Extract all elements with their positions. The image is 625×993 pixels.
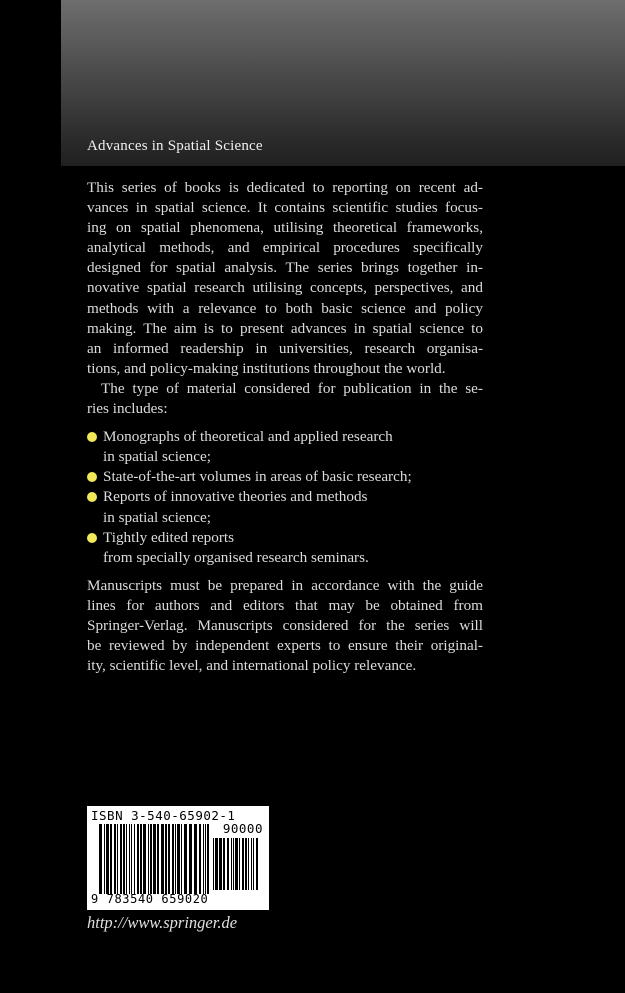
text-line: analytical methods, and empirical procedures specifically [87,239,483,257]
publisher-url: http://www.springer.de [87,913,238,932]
bullet-dot-icon [87,472,97,482]
barcode-bar [106,824,109,894]
barcode-bar [110,824,112,894]
barcode-bar [165,824,167,894]
text-line: lines for authors and editors that may be obtained from [87,596,483,614]
barcode-bar [194,824,197,894]
text-line: ing on spatial phenomena, utilising theoretical frameworks, [87,219,483,237]
barcode-bar [245,838,247,890]
barcode-bar [140,824,142,894]
barcode-bar [131,824,132,894]
text-line: methods with a relevance to both basic science and policy [87,299,483,317]
barcode-bar [219,838,222,890]
list-item-line: Monographs of theoretical and applied research [103,428,393,446]
barcode-bar [157,824,159,894]
list-item-line: Reports of innovative theories and methods [103,488,368,506]
barcode-bar [189,824,192,894]
barcode-bar [161,824,164,894]
bullet-dot-icon [87,432,97,442]
price-addon-number: 90000 [222,821,263,836]
barcode-bar [239,838,240,890]
list-item [87,427,483,467]
barcode-bar [253,838,254,890]
barcode-bar [129,824,130,894]
text-line: Manuscripts must be prepared in accordance with the guide [87,576,483,594]
barcode-bar [233,838,234,890]
barcode-bar [215,838,218,890]
manuscript-paragraph [87,576,483,676]
series-title: Advances in Spatial Science [87,138,263,154]
barcode-bar [134,824,135,894]
barcode-bar [114,824,116,894]
list-item [87,467,483,487]
text-line: ries includes: [87,400,168,418]
barcode-bar [153,824,156,894]
barcode-bar [177,824,180,894]
text-line: ity, scientific level, and international policy relevance. [87,657,417,675]
cover-header-band [61,0,625,166]
barcode-bar [143,824,146,894]
intro-paragraph [87,178,483,379]
list-item [87,487,483,527]
barcode-bar [199,824,201,894]
material-paragraph [87,379,483,419]
text-line: vances in spatial science. It contains scientific studies focus- [87,199,483,217]
text-line: The type of material considered for publication in the se- [101,379,483,397]
text-line: making. The aim is to present advances in spatial science to [87,319,483,337]
isbn-barcode [87,806,269,910]
text-line: This series of books is dedicated to reporting on recent ad- [87,179,483,196]
barcode-bar [235,838,238,890]
barcode-bar [172,824,174,894]
back-cover-text [87,178,483,676]
text-line: Springer-Verlag. Manuscripts considered for the series will [87,616,483,634]
barcode-bar [117,824,118,894]
list-item-line: in spatial science; [103,508,211,526]
list-item-line: State-of-the-art volumes in areas of basic research; [103,468,412,486]
list-item [87,528,483,568]
barcode-bar [203,824,204,894]
list-item-line: from specially organised research seminars. [103,548,369,566]
barcode-bar [148,824,149,894]
barcode-bar [207,824,209,894]
barcode-bar [184,824,187,894]
text-line: be reviewed by independent experts to ensure their original- [87,637,483,655]
text-line: an informed readership in universities, research organisa- [87,339,483,357]
barcode-bar [256,838,258,890]
barcode-bar [150,824,152,894]
barcode-bar [181,824,182,894]
list-item-line: in spatial science; [103,448,211,466]
barcode-bar [123,824,125,894]
barcode-bar [242,838,244,890]
barcode-bar [126,824,127,894]
bullet-dot-icon [87,492,97,502]
isbn-number: ISBN 3-540-65902-1 [91,808,236,823]
text-line: tions, and policy-making institutions throughout the world. [87,359,446,377]
ean-number: 9 783540 659020 [91,892,209,906]
barcode-bar [248,838,249,890]
material-list [87,427,483,568]
barcode-bar [137,824,139,894]
barcode-bar [99,824,102,894]
addon-barcode-bars [213,838,261,890]
barcode-bar [251,838,252,890]
barcode-bar [120,824,122,894]
text-line: novative spatial research utilising concepts, perspectives, and [87,279,483,297]
barcode-bar [227,838,229,890]
barcode-bars [99,824,209,894]
barcode-bar [223,838,225,890]
barcode-bar [104,824,105,894]
list-item-line: Tightly edited reports [103,528,235,546]
barcode-bar [175,824,176,894]
barcode-bar [231,838,232,890]
text-line: designed for spatial analysis. The series brings together in- [87,259,483,277]
barcode-bar [213,838,214,890]
barcode-bar [205,824,206,894]
barcode-bar [168,824,170,894]
bullet-dot-icon [87,533,97,543]
